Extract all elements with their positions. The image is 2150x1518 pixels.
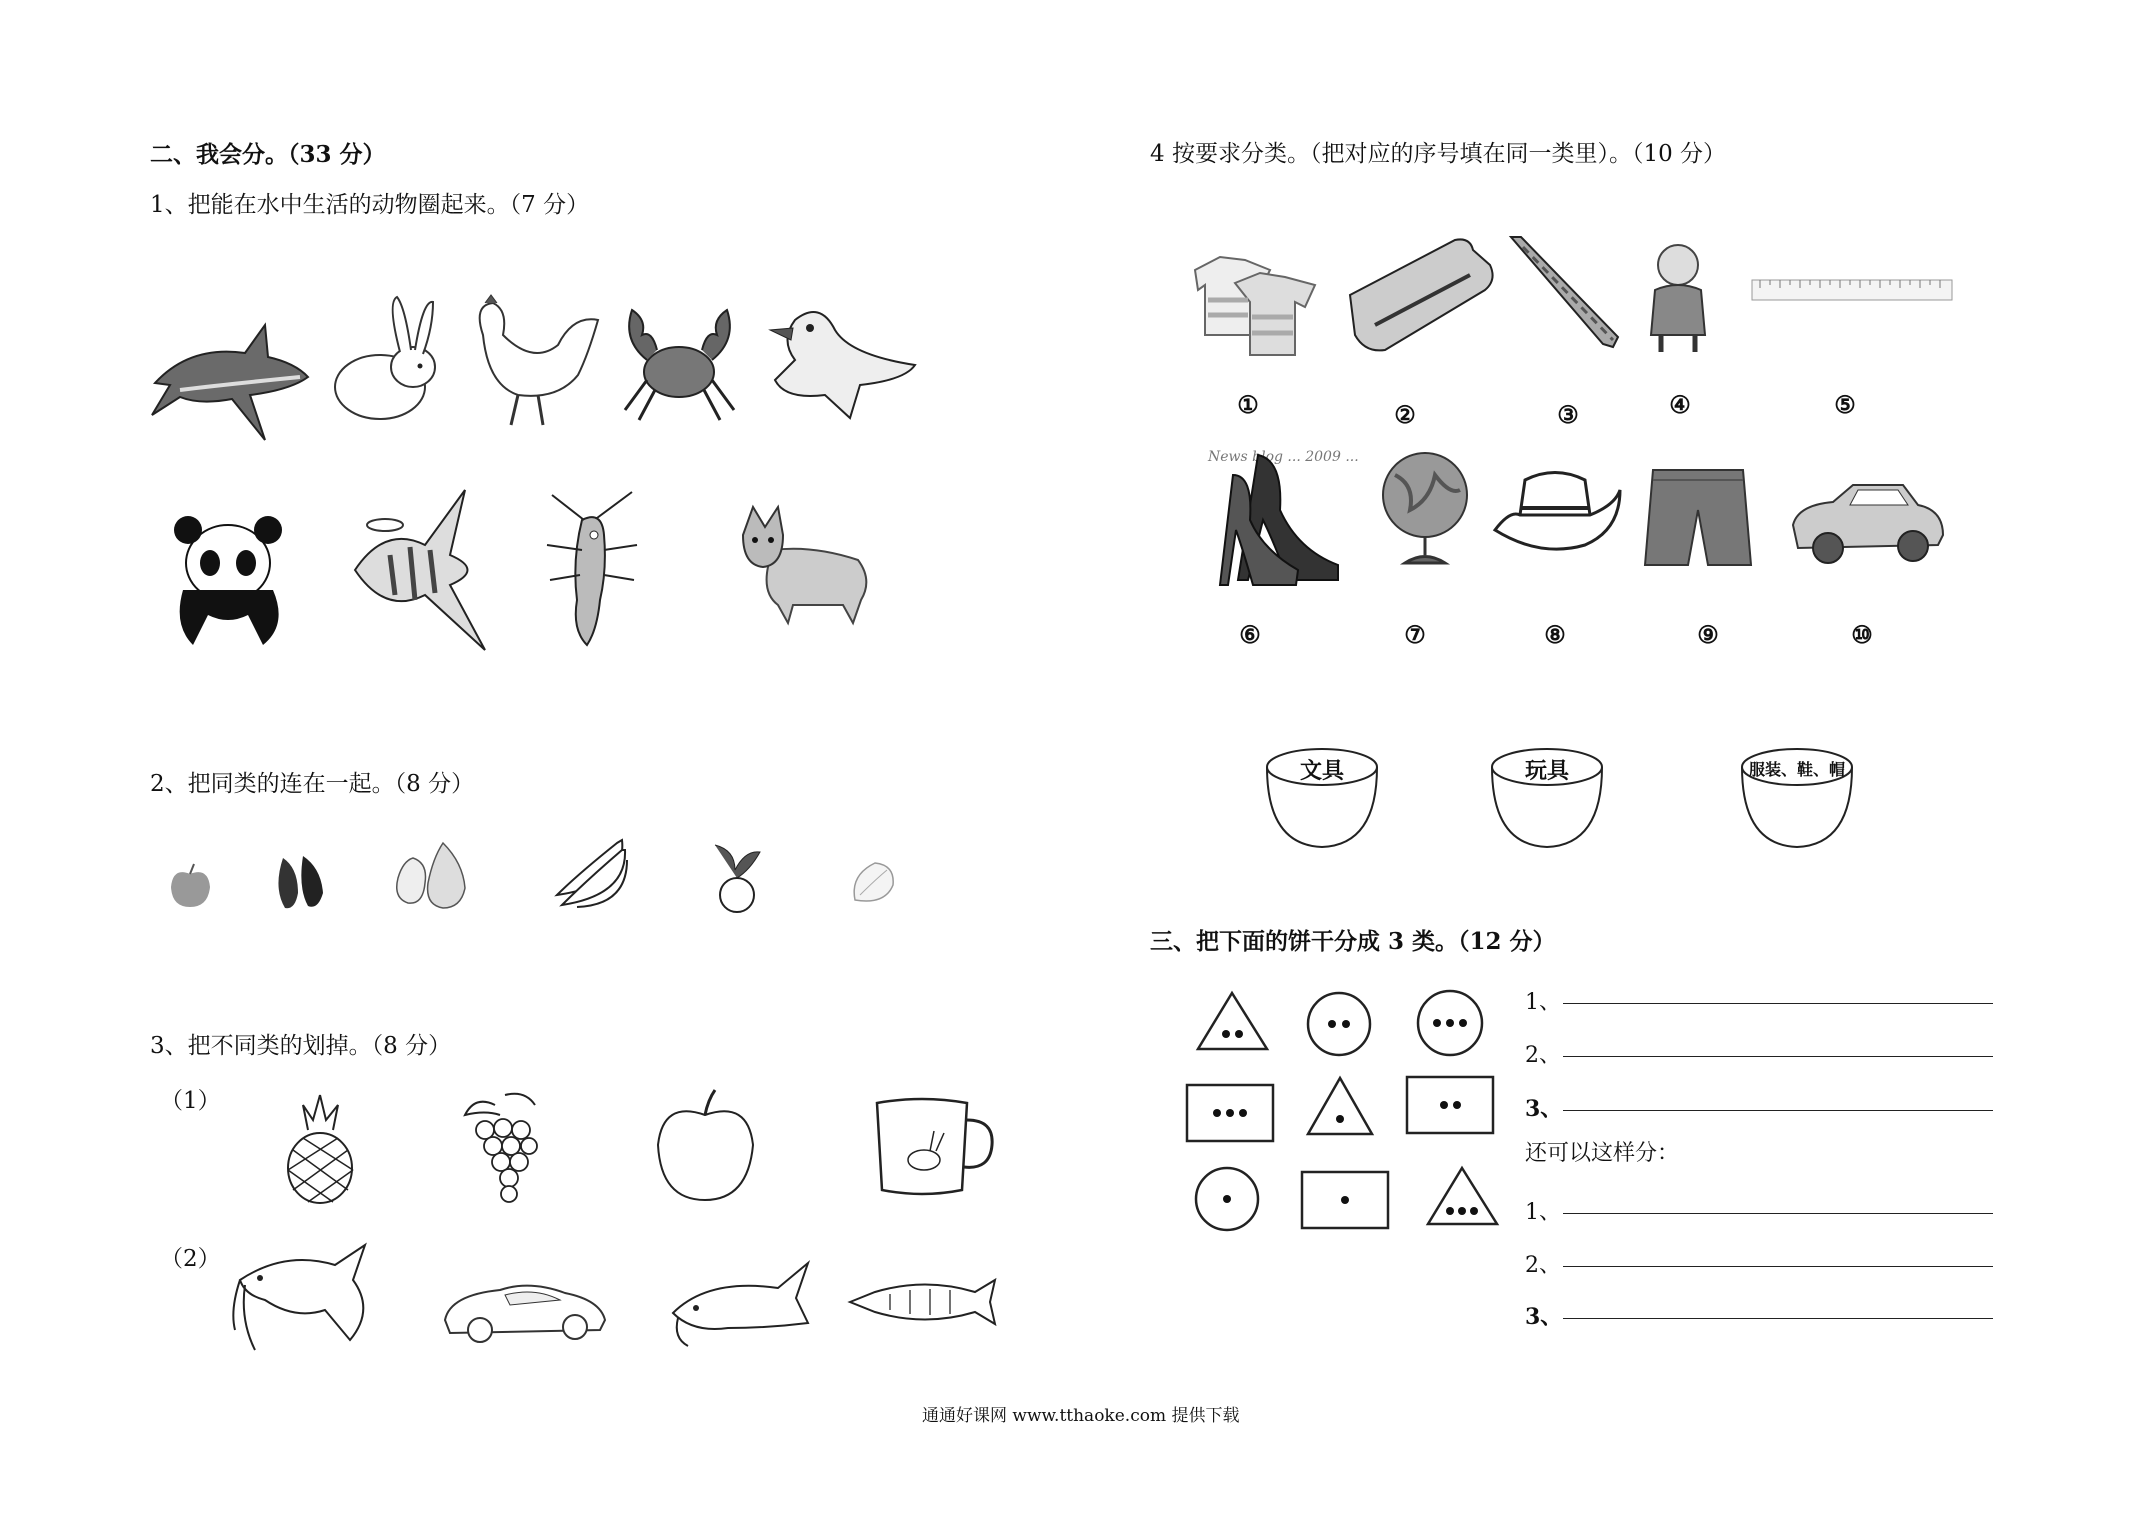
sports-car-icon [440,1275,610,1345]
doll-icon [1643,240,1713,355]
q3-title: 3、把不同类的划掉。（8 分） [150,1033,452,1059]
answer-line-b3[interactable]: 3、 [1525,1300,1565,1331]
catfish-icon [225,1240,380,1360]
hat-icon [1490,460,1625,560]
number-2: ② [1394,400,1416,429]
rooster-icon [463,295,603,430]
answer-line-a3[interactable]: 3、 [1525,1092,1565,1123]
bowl-clothing [1737,745,1857,850]
biscuit-circle-3 [1415,988,1485,1058]
tshirts-icon [1190,255,1320,360]
ruler-icon [1750,275,1955,305]
bird-icon [765,300,920,420]
number-6: ⑥ [1239,620,1261,649]
number-10: ⑩ [1851,620,1873,649]
pineapple-icon [278,1090,363,1205]
biscuit-triangle-2 [1195,990,1270,1052]
q1-title: 1、把能在水中生活的动物圈起来。（7 分） [150,192,590,218]
angelfish-icon [345,485,490,655]
crab-icon [617,300,742,425]
q3-row1-label: （1） [160,1088,221,1114]
pears-icon [393,833,473,911]
panda-icon [168,515,293,650]
number-3: ③ [1557,400,1579,429]
q4-title: 4 按要求分类。（把对应的序号填在同一类里）。（10 分） [1150,141,1727,167]
number-8: ⑧ [1544,620,1566,649]
biscuit-rectangle-2 [1405,1075,1495,1135]
rabbit-icon [325,292,450,427]
bowl-toys-label: 玩具 [1524,758,1569,784]
shorts-icon [1643,465,1753,570]
number-7: ⑦ [1404,620,1426,649]
section-two-title: 二、我会分。（33 分） [150,141,386,168]
banana-icon [547,835,632,910]
answer-line-a2[interactable]: 2、 [1525,1038,1565,1069]
fish-long-icon [845,1262,1005,1342]
car-icon [1788,480,1948,570]
eggplant-icon [273,848,328,913]
biscuit-rectangle-1 [1300,1170,1390,1230]
answer-line-b2[interactable]: 2、 [1525,1248,1565,1279]
alt-division-text: 还可以这样分： [1525,1141,1680,1166]
shoes-icon [1218,450,1348,590]
mug-icon [872,1095,997,1200]
grapes-icon [455,1090,555,1205]
section-three-title: 三、把下面的饼干分成 3 类。（12 分） [1150,928,1556,955]
number-1: ① [1237,390,1259,419]
q3-row2-label: （2） [160,1246,221,1272]
radish-icon [705,840,765,915]
bowl-stationery-label: 文具 [1299,758,1344,784]
answer-line-a1[interactable]: 1、 [1525,985,1565,1016]
bowl-clothing-label: 服装、鞋、帽 [1748,760,1845,779]
fish-icon [668,1258,813,1348]
pencil-icon [1503,232,1623,352]
number-5: ⑤ [1834,390,1856,419]
apple-icon [168,862,213,910]
pencil-case-icon [1345,235,1505,355]
globe-icon [1375,445,1475,570]
apple-outline-icon [653,1085,758,1205]
q2-title: 2、把同类的连在一起。（8 分） [150,771,475,797]
bowl-stationery [1262,745,1382,850]
answer-line-b1[interactable]: 1、 [1525,1195,1565,1226]
dog-icon [733,505,878,625]
biscuit-circle-1 [1193,1165,1261,1233]
biscuit-triangle-3 [1425,1165,1500,1227]
biscuit-circle-2 [1305,990,1373,1058]
biscuit-triangle-1 [1305,1075,1375,1137]
footer-text: 通通好课网 www.tthaoke.com 提供下载 [922,1406,1240,1426]
number-4: ④ [1669,390,1691,419]
bowl-toys [1487,745,1607,850]
number-9: ⑨ [1697,620,1719,649]
shark-icon [150,315,310,455]
watermark-text: News blog ... 2009 ... [1208,449,1359,465]
biscuit-rectangle-3 [1185,1083,1275,1143]
shrimp-icon [542,490,642,650]
cabbage-icon [845,855,900,910]
